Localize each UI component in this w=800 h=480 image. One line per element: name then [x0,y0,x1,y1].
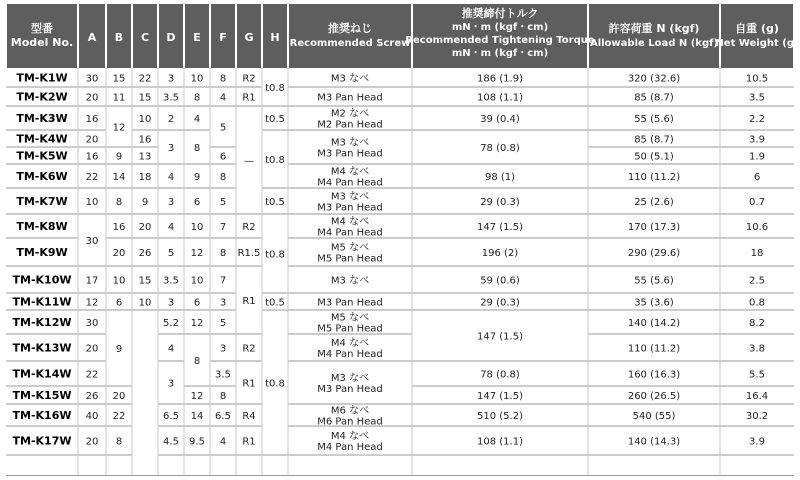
C-value: 26 [138,248,152,259]
screw-value: M3 Pan Head [317,297,383,309]
load-value: 25 (2.6) [634,197,674,208]
header-cell-bg [721,4,793,68]
model-number: TM-K12W [12,316,72,329]
F-value: 8 [219,73,227,85]
screw-value: M3 なべ [330,73,370,85]
C-value: 15 [138,92,152,104]
G-value: — [244,156,254,167]
F-value: 5 [219,197,227,208]
header-torque-unit-jp: mN・m (kgf・cm) [451,22,549,33]
D-value: 4 [167,222,175,233]
F-value: 7 [219,222,227,233]
C-value: 22 [138,73,152,85]
header-dim-f: F [219,31,227,44]
A-value: 30 [85,318,99,329]
F-value: 5 [219,122,227,134]
weight-value: 3.5 [749,92,765,104]
A-value: 30 [85,236,99,247]
G-value: R2 [242,222,256,233]
load-value: 260 (26.5) [627,391,681,402]
load-value: 540 (55) [632,411,676,422]
model-number: TM-K9W [16,246,68,259]
C-value: 20 [138,222,152,233]
A-value: 10 [85,197,99,208]
model-number: TM-K11W [12,295,72,309]
D-value: 3 [167,197,175,208]
screw-value: M4 Pan Head [317,442,383,453]
G-value: R1 [242,436,256,448]
weight-value: 0.8 [749,297,765,309]
torque-value: 147 (1.5) [477,391,523,402]
screw-value: M3 なべ [330,275,370,287]
weight-value: 30.2 [745,411,769,422]
F-value: 3 [219,343,227,355]
header-screw-jp: 推奨ねじ [328,22,372,35]
B-value: 6 [115,297,123,309]
G-value: R1 [242,378,256,390]
B-value: 8 [115,197,123,208]
torque-value: 108 (1.1) [477,436,523,448]
load-value: 140 (14.3) [627,436,681,448]
screw-value: M3 Pan Head [317,202,383,214]
load-value: 160 (16.3) [627,369,681,381]
header-dim-h: H [270,31,280,44]
load-value: 320 (32.6) [627,73,681,85]
screw-value: M6 Pan Head [317,416,383,428]
D-value: 3 [167,378,175,390]
model-number: TM-K14W [12,367,72,381]
E-value: 8 [193,143,201,154]
G-value: R2 [242,343,256,355]
screw-value: M4 なべ [330,338,370,349]
weight-value: 16.4 [745,391,769,402]
header-cell-bg [589,4,719,68]
B-value: 9 [115,344,123,355]
torque-value: 147 (1.5) [477,331,523,343]
weight-value: 5.5 [749,369,765,381]
H-value: t0.5 [265,197,285,208]
screw-value: M4 なべ [330,166,370,178]
torque-value: 78 (0.8) [480,143,520,154]
A-value: 40 [85,411,99,422]
screw-value: M4 Pan Head [317,227,383,239]
header-weight-en: Net Weight (g) [715,38,794,49]
spec-table-svg [6,4,794,476]
model-number: TM-K1W [16,71,68,85]
C-value: 13 [138,151,152,163]
C-value: 10 [138,114,152,125]
B-value: 11 [112,92,126,104]
G-value: R1.5 [237,248,261,259]
torque-value: 29 (0.3) [480,297,520,309]
weight-value: 2.5 [749,275,765,287]
B-value: 9 [115,151,123,163]
E-value: 8 [193,92,201,104]
screw-value: M2 Pan Head [317,119,383,131]
header-dim-b: B [114,31,124,44]
C-value: 18 [138,172,152,183]
model-number: TM-K17W [12,434,72,448]
G-value: R2 [242,73,256,85]
D-value: 3 [167,73,175,85]
D-value: 4.5 [163,436,179,448]
model-number: TM-K3W [16,112,68,125]
model-number: TM-K16W [12,409,72,422]
G-value: R1 [242,92,256,104]
header-torque-jp: 推奨締付トルク [461,7,539,20]
load-value: 85 (8.7) [634,92,674,104]
load-value: 35 (3.6) [634,297,674,309]
A-value: 22 [85,172,99,183]
E-value: 12 [190,248,204,259]
screw-value: M5 なべ [330,242,370,254]
load-value: 55 (5.6) [634,114,674,125]
B-value: 20 [112,391,126,402]
G-value: R4 [242,411,256,422]
B-value: 10 [112,275,126,287]
B-value: 22 [112,411,126,422]
header-dim-a: A [87,31,97,44]
D-value: 2 [167,114,175,125]
model-number: TM-K7W [16,195,68,208]
weight-value: 0.7 [749,197,765,208]
H-value: t0.5 [265,114,285,125]
screw-value: M4 Pan Head [317,349,383,360]
model-number: TM-K10W [12,273,72,287]
A-value: 20 [85,92,99,104]
header-torque-unit-en: mN・m (kgf・cm) [451,48,549,59]
weight-value: 6 [753,172,761,183]
H-value: t0.8 [265,378,285,390]
A-value: 22 [85,369,99,381]
A-value: 17 [85,275,99,287]
load-value: 140 (14.2) [627,318,681,329]
C-value: 16 [138,134,152,146]
screw-value: M3 なべ [330,137,370,149]
header-load-en: Allowable Load N (kgf) [589,38,719,49]
weight-value: 1.9 [749,151,765,163]
screw-value: M3 Pan Head [317,92,383,104]
header-model-jp: 型番 [31,22,53,35]
A-value: 12 [85,297,99,309]
weight-value: 18 [750,248,764,259]
weight-value: 3.8 [749,343,765,355]
E-value: 10 [190,275,204,287]
screw-value: M5 Pan Head [317,253,383,265]
F-value: 6.5 [215,411,231,422]
weight-value: 8.2 [749,318,765,329]
screw-value: M3 なべ [330,191,370,203]
header-torque-en: Recommended Tightening Torque [405,35,595,46]
D-value: 3.5 [163,92,179,104]
torque-value: 39 (0.4) [480,114,520,125]
D-value: 6.5 [163,411,179,422]
F-value: 3 [219,297,227,309]
G-value: R1 [242,296,256,307]
model-number: TM-K8W [16,220,68,233]
A-value: 30 [85,73,99,85]
E-value: 4 [193,114,201,125]
C-value: 9 [141,197,149,208]
A-value: 26 [85,391,99,402]
spec-table [6,4,794,476]
header-dim-d: D [166,31,176,44]
F-value: 3.5 [215,369,231,381]
load-value: 170 (17.3) [627,222,681,233]
D-value: 3.5 [163,275,179,287]
screw-value: M5 なべ [330,312,370,324]
model-number: TM-K5W [16,149,68,163]
load-value: 290 (29.6) [627,248,681,259]
F-value: 4 [219,436,227,448]
screw-value: M6 なべ [330,405,370,417]
header-dim-g: G [244,31,254,44]
E-value: 6 [193,197,201,208]
load-value: 110 (11.2) [627,343,681,355]
B-value: 14 [112,172,126,183]
weight-value: 3.9 [749,436,765,448]
model-number: TM-K4W [16,132,68,146]
torque-value: 108 (1.1) [477,92,523,104]
E-value: 9.5 [189,436,205,448]
screw-value: M4 なべ [330,216,370,228]
model-number: TM-K2W [16,90,68,104]
E-value: 10 [190,73,204,85]
E-value: 10 [190,222,204,233]
header-dim-e: E [193,31,201,44]
B-value: 20 [112,248,126,259]
F-value: 8 [219,391,227,402]
E-value: 8 [193,356,201,367]
E-value: 12 [190,391,204,402]
torque-value: 186 (1.9) [477,73,523,85]
B-value: 15 [112,73,126,85]
E-value: 12 [190,318,204,329]
screw-value: M5 Pan Head [317,323,383,335]
torque-value: 98 (1) [484,172,516,183]
weight-value: 3.9 [749,134,765,146]
screw-value: M3 Pan Head [317,384,383,395]
torque-value: 78 (0.8) [480,369,520,381]
D-value: 3 [167,297,175,309]
B-value: 8 [115,436,123,448]
A-value: 20 [85,436,99,448]
screw-value: M3 なべ [330,373,370,384]
load-value: 55 (5.6) [634,275,674,287]
A-value: 20 [85,134,99,146]
load-value: 110 (11.2) [627,172,681,183]
D-value: 3 [167,143,175,154]
weight-value: 2.2 [749,114,765,125]
E-value: 9 [193,172,201,183]
load-value: 50 (5.1) [634,151,674,163]
C-value: 10 [138,297,152,309]
A-value: 20 [85,343,99,355]
header-load-jp: 許容荷重 N (kgf) [608,22,700,35]
D-value: 5.2 [163,318,179,329]
E-value: 14 [190,411,204,422]
screw-value: M3 Pan Head [317,148,383,160]
A-value: 16 [85,151,99,163]
H-value: t0.8 [265,249,285,261]
weight-value: 10.6 [745,222,769,233]
header-model-en: Model No. [10,36,74,49]
screw-value: M2 なべ [330,108,370,120]
B-value: 12 [112,122,126,134]
model-number: TM-K6W [16,170,68,183]
header-screw-en: Recommended Screw [289,38,411,49]
F-value: 4 [219,92,227,104]
B-value: 16 [112,222,126,233]
load-value: 85 (8.7) [634,134,674,146]
D-value: 4 [167,172,175,183]
weight-value: 10.5 [745,73,769,85]
header-dim-c: C [140,31,150,44]
F-value: 8 [219,172,227,183]
H-value: t0.5 [265,297,285,309]
F-value: 5 [219,318,227,329]
E-value: 6 [193,297,201,309]
screw-value: M4 Pan Head [317,177,383,189]
header-weight-jp: 自重 (g) [735,22,779,35]
torque-value: 59 (0.6) [480,275,520,287]
F-value: 7 [219,275,227,287]
model-number: TM-K13W [12,341,72,355]
H-value: t0.8 [265,83,285,94]
torque-value: 147 (1.5) [477,222,523,233]
F-value: 6 [219,151,227,163]
D-value: 4 [167,343,175,355]
model-number: TM-K15W [12,389,72,402]
H-value: t0.8 [265,155,285,166]
torque-value: 29 (0.3) [480,197,520,208]
C-value: 15 [138,275,152,287]
screw-value: M4 なべ [330,431,370,442]
F-value: 8 [219,248,227,259]
A-value: 16 [85,114,99,125]
header-cell-bg [289,4,411,68]
torque-value: 196 (2) [481,248,519,259]
D-value: 5 [167,248,175,259]
torque-value: 510 (5.2) [477,411,523,422]
